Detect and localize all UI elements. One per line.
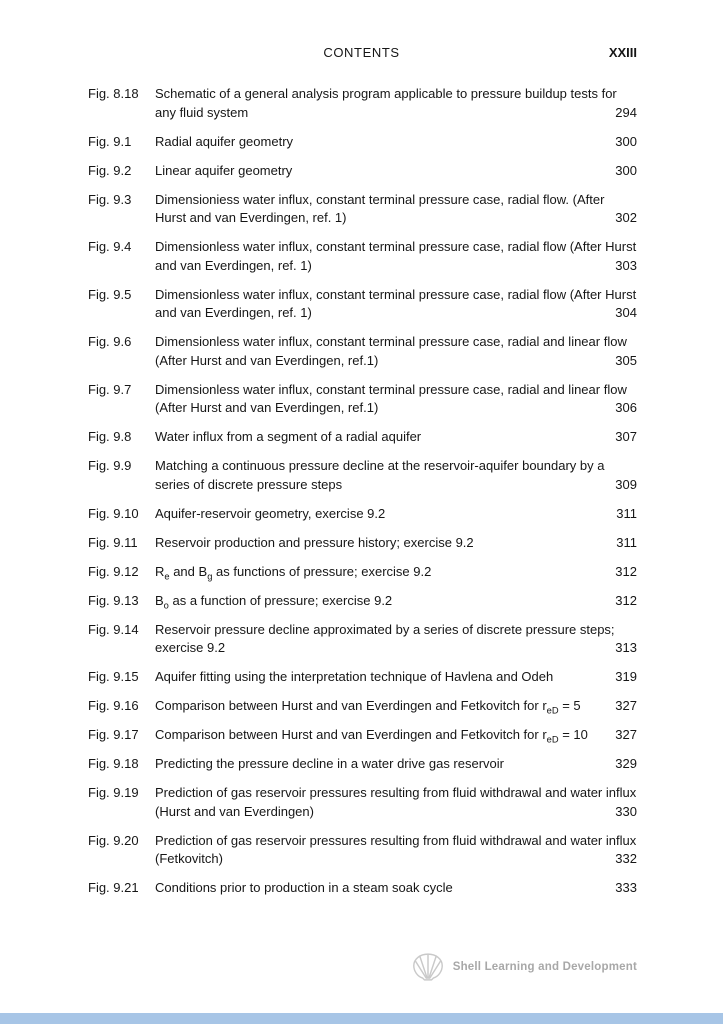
figure-label: Fig. 9.9 bbox=[88, 458, 132, 473]
list-item bbox=[88, 286, 637, 323]
list-item bbox=[88, 784, 637, 821]
figure-caption: Predicting the pressure decline in a water drive gas reservoir bbox=[155, 756, 505, 771]
figure-page: 307 bbox=[615, 429, 637, 444]
figure-label: Fig. 9.20 bbox=[88, 832, 139, 848]
figure-label: Fig. 9.18 bbox=[88, 756, 139, 771]
list-item bbox=[88, 534, 637, 553]
figure-page: 302 bbox=[615, 210, 637, 225]
figure-caption: Dimensioniess water influx, constant terminal pressure case, radial flow. (After Hurst and van Everdingen, ref. 1) bbox=[155, 191, 605, 225]
list-item bbox=[88, 457, 637, 494]
figure-label: Fig. 9.14 bbox=[88, 621, 139, 637]
figure-page: 312 bbox=[615, 563, 637, 579]
figure-label: Fig. 9.1 bbox=[88, 133, 132, 149]
figure-page: 294 bbox=[615, 104, 637, 120]
contents-title: CONTENTS bbox=[323, 45, 400, 60]
figure-page: 332 bbox=[615, 851, 637, 866]
figure-caption: Radial aquifer geometry bbox=[155, 133, 294, 149]
figure-page: 327 bbox=[615, 727, 637, 742]
figure-caption: Aquifer-reservoir geometry, exercise 9.2 bbox=[155, 505, 386, 521]
list-item bbox=[88, 333, 637, 370]
figure-label: Fig. 9.15 bbox=[88, 669, 139, 684]
shell-pecten-icon bbox=[412, 952, 444, 982]
figure-caption: $B_o$ as a function of pressure; exercise 9.2 bbox=[155, 592, 393, 611]
figure-label: Fig. 9.16 bbox=[88, 698, 139, 713]
figure-caption: Reservoir pressure decline approximated by a series of discrete pressure steps; exercise 9.2 bbox=[155, 621, 615, 655]
figure-caption: Conditions prior to production in a steam soak cycle bbox=[155, 880, 453, 895]
figure-label: Fig. 9.10 bbox=[88, 505, 139, 521]
figure-label: Fig. 9.5 bbox=[88, 286, 132, 302]
list-item bbox=[88, 726, 637, 745]
figure-page: 300 bbox=[615, 162, 637, 178]
figure-caption: Prediction of gas reservoir pressures resulting from fluid withdrawal and water influx (Hurst and van Everdingen) bbox=[155, 785, 637, 819]
list-item bbox=[88, 428, 637, 447]
figure-caption: Schematic of a general analysis program applicable to pressure buildup tests for any fluid system bbox=[155, 86, 617, 120]
figure-page: 309 bbox=[615, 476, 637, 492]
footer-brand-text: Shell Learning and Development bbox=[452, 961, 637, 973]
figure-label: Fig. 9.21 bbox=[88, 880, 139, 895]
figure-caption: Prediction of gas reservoir pressures resulting from fluid withdrawal and water influx (Fetkovitch) bbox=[155, 832, 637, 866]
list-item bbox=[88, 238, 637, 275]
list-item bbox=[88, 832, 637, 869]
figure-caption: Matching a continuous pressure decline at the reservoir-aquifer boundary by a series of discrete pressure steps bbox=[155, 458, 605, 492]
figure-caption: Dimensionless water influx, constant terminal pressure case, radial flow (After Hurst and van Everdingen, ref. 1) bbox=[155, 286, 637, 320]
figure-page: 313 bbox=[615, 640, 637, 655]
list-item bbox=[88, 191, 637, 228]
figure-label: Fig. 9.13 bbox=[88, 592, 139, 608]
list-item bbox=[88, 621, 637, 658]
figure-page: 333 bbox=[615, 880, 637, 895]
figure-page: 327 bbox=[615, 698, 637, 713]
list-item bbox=[88, 697, 637, 716]
page-number-roman: XXIII bbox=[608, 45, 637, 60]
list-item bbox=[88, 85, 637, 122]
figure-caption: Dimensionless water influx, constant terminal pressure case, radial flow (After Hurst and van Everdingen, ref. 1) bbox=[155, 239, 637, 273]
page-footer bbox=[412, 952, 637, 982]
list-item bbox=[88, 381, 637, 418]
figure-caption: Linear aquifer geometry bbox=[155, 162, 293, 178]
figure-label: Fig. 9.8 bbox=[88, 429, 132, 444]
figure-page: 330 bbox=[615, 803, 637, 819]
figure-page: 312 bbox=[615, 592, 637, 608]
figure-list bbox=[88, 85, 637, 908]
figure-page: 300 bbox=[615, 133, 637, 149]
figure-caption: Comparison between Hurst and van Everdingen and Fetkovitch for $r_{eD} = 10$ bbox=[155, 727, 588, 745]
figure-label: Fig. 9.19 bbox=[88, 785, 139, 800]
list-item bbox=[88, 879, 637, 898]
figure-page: 319 bbox=[615, 669, 637, 684]
figure-page: 303 bbox=[615, 257, 637, 273]
figure-page: 311 bbox=[616, 505, 637, 521]
list-item bbox=[88, 505, 637, 524]
figure-caption: Reservoir production and pressure history; exercise 9.2 bbox=[155, 534, 474, 550]
figure-label: Fig. 9.12 bbox=[88, 563, 139, 579]
figure-label: Fig. 9.3 bbox=[88, 191, 132, 207]
figure-caption: Aquifer fitting using the interpretation technique of Havlena and Odeh bbox=[155, 669, 554, 684]
figure-label: Fig. 9.6 bbox=[88, 334, 132, 349]
list-item bbox=[88, 133, 637, 152]
figure-caption: Dimensionless water influx, constant terminal pressure case, radial and linear flow (After Hurst and van Everdingen, ref.1) bbox=[155, 334, 627, 368]
figure-label: Fig. 9.7 bbox=[88, 381, 132, 397]
figure-label: Fig. 9.17 bbox=[88, 727, 139, 742]
figure-label: Fig. 9.4 bbox=[88, 239, 132, 254]
figure-page: 306 bbox=[615, 400, 637, 415]
list-item bbox=[88, 592, 637, 611]
list-item bbox=[88, 668, 637, 687]
figure-page: 304 bbox=[615, 305, 637, 320]
bottom-accent-bar bbox=[0, 1013, 723, 1024]
figure-page: 329 bbox=[615, 756, 637, 771]
figure-page: 311 bbox=[616, 534, 637, 550]
figure-label: Fig. 8.18 bbox=[88, 86, 139, 101]
figure-caption: Dimensionless water influx, constant terminal pressure case, radial and linear flow (After Hurst and van Everdingen, ref.1) bbox=[155, 381, 627, 415]
list-item bbox=[88, 755, 637, 774]
figure-caption: Water influx from a segment of a radial aquifer bbox=[155, 429, 422, 444]
list-item bbox=[88, 563, 637, 582]
figure-caption: $R_e$ and $B_g$ as functions of pressure; exercise 9.2 bbox=[155, 563, 432, 582]
figure-page: 305 bbox=[615, 352, 637, 368]
figure-label: Fig. 9.2 bbox=[88, 162, 132, 178]
page-header bbox=[0, 45, 723, 63]
figure-label: Fig. 9.11 bbox=[88, 534, 138, 550]
figure-caption: Comparison between Hurst and van Everdingen and Fetkovitch for $r_{eD} = 5$ bbox=[155, 698, 581, 716]
list-item bbox=[88, 162, 637, 181]
